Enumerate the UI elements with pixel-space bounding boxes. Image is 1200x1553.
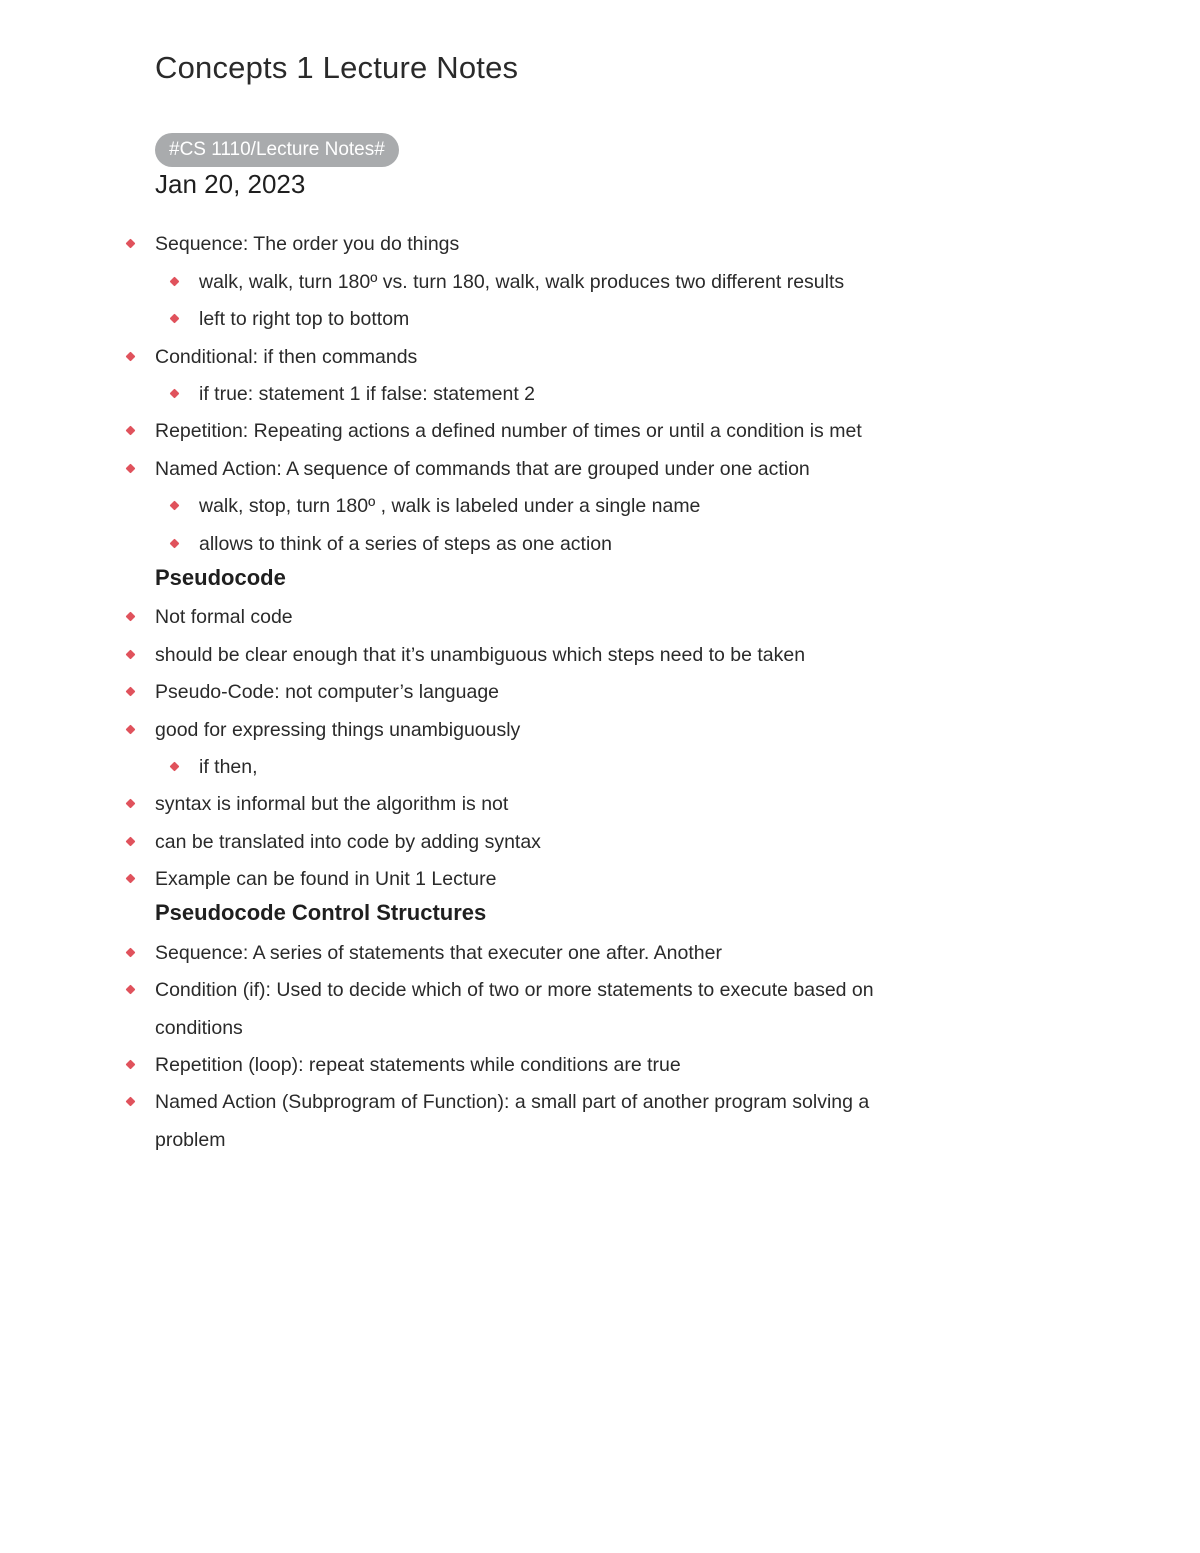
list-item: left to right top to bottom xyxy=(199,308,410,330)
bullet-marker xyxy=(126,612,136,622)
list-item: can be translated into code by adding syntax xyxy=(155,831,541,853)
list-item: Repetition (loop): repeat statements while conditions are true xyxy=(155,1054,681,1076)
list-item: walk, walk, turn 180º vs. turn 180, walk, walk produces two different results xyxy=(199,271,845,293)
list-item: if true: statement 1 if false: statement 2 xyxy=(199,383,535,405)
bullet-marker xyxy=(170,314,180,324)
bullet-marker xyxy=(170,539,180,549)
bullet-marker xyxy=(170,762,180,772)
list-item-continuation: problem xyxy=(155,1129,226,1151)
bullet-marker xyxy=(126,426,136,436)
list-item: good for expressing things unambiguously xyxy=(155,719,521,741)
bullet-marker xyxy=(126,837,136,847)
list-item: Repetition: Repeating actions a defined number of times or until a condition is met xyxy=(155,420,862,442)
bullet-marker xyxy=(126,352,136,362)
list-item: Condition (if): Used to decide which of two or more statements to execute based on xyxy=(155,979,874,1001)
list-item: if then, xyxy=(199,756,258,778)
bullet-marker xyxy=(126,985,136,995)
section-heading: Pseudocode xyxy=(155,565,286,590)
list-item: Named Action: A sequence of commands that are grouped under one action xyxy=(155,458,810,480)
bullet-marker xyxy=(126,874,136,884)
bullet-marker xyxy=(126,1060,136,1070)
list-item: Example can be found in Unit 1 Lecture xyxy=(155,868,497,890)
list-item: Sequence: A series of statements that executer one after. Another xyxy=(155,942,722,964)
tag-badge[interactable]: #CS 1110/Lecture Notes# xyxy=(155,133,399,167)
date-heading: Jan 20, 2023 xyxy=(155,169,306,199)
list-item: walk, stop, turn 180º , walk is labeled under a single name xyxy=(199,495,701,517)
bullet-marker xyxy=(126,799,136,809)
list-item: Not formal code xyxy=(155,606,293,628)
bullet-marker xyxy=(126,687,136,697)
bullet-marker xyxy=(126,948,136,958)
bullet-marker xyxy=(170,501,180,511)
list-item-continuation: conditions xyxy=(155,1017,243,1039)
list-item: should be clear enough that it’s unambiguous which steps need to be taken xyxy=(155,644,806,666)
bullet-marker xyxy=(170,277,180,287)
list-item: Named Action (Subprogram of Function): a small part of another program solving a xyxy=(155,1091,870,1113)
list-item: Sequence: The order you do things xyxy=(155,233,460,255)
list-item: Conditional: if then commands xyxy=(155,346,418,368)
bullet-marker xyxy=(126,650,136,660)
section-heading: Pseudocode Control Structures xyxy=(155,900,487,925)
bullet-marker xyxy=(126,1097,136,1107)
bullet-marker xyxy=(126,464,136,474)
list-item: Pseudo-Code: not computer’s language xyxy=(155,681,500,703)
bullet-marker xyxy=(170,389,180,399)
list-item: syntax is informal but the algorithm is not xyxy=(155,793,509,815)
page-title: Concepts 1 Lecture Notes xyxy=(155,50,519,85)
bullet-marker xyxy=(126,725,136,735)
list-item: allows to think of a series of steps as one action xyxy=(199,533,612,555)
bullet-marker xyxy=(126,239,136,249)
